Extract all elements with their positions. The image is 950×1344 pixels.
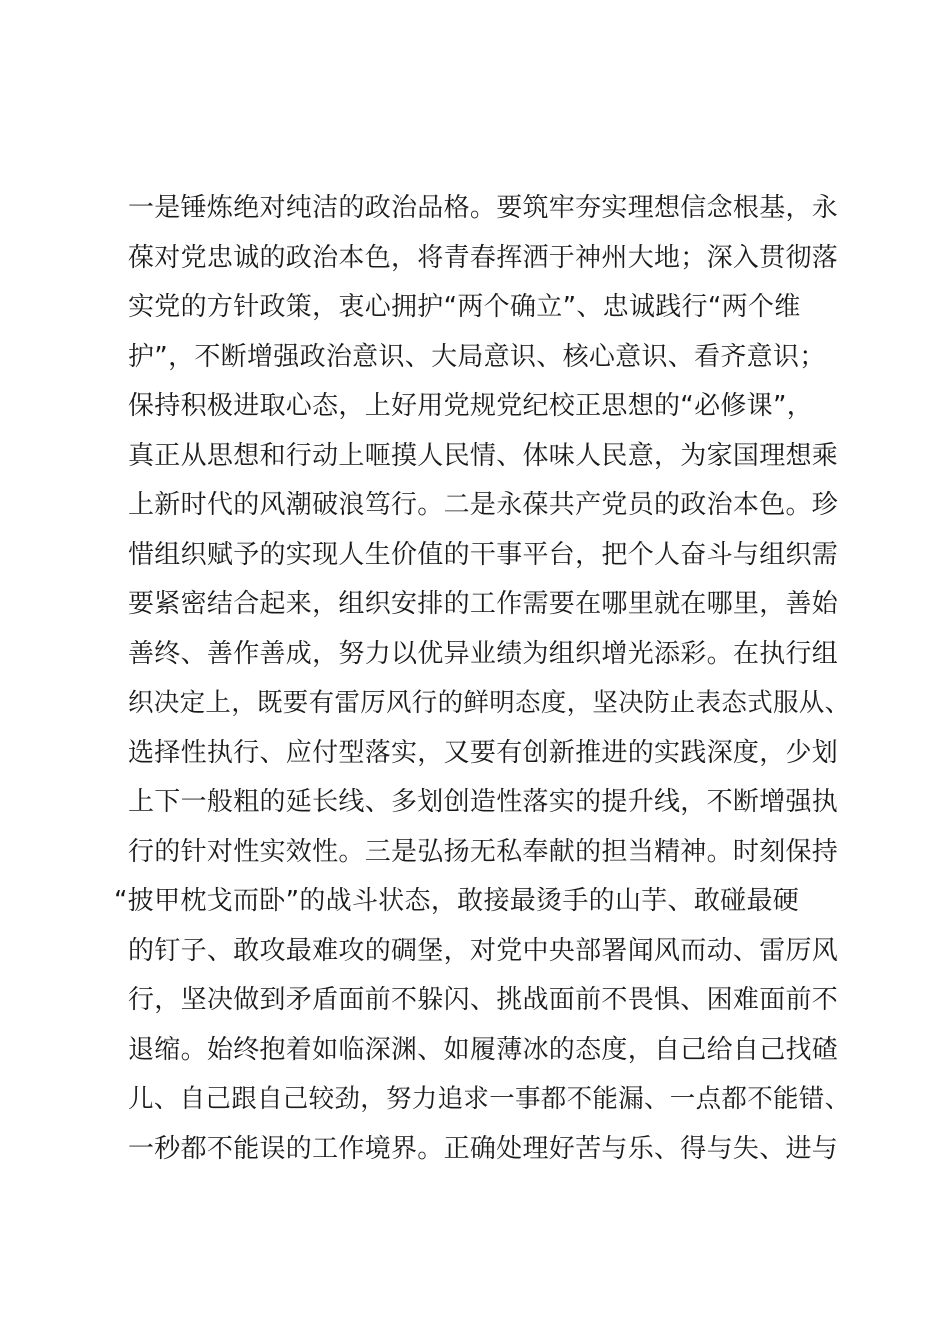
text-line: 葆对党忠诚的政治本色，将青春挥洒于神州大地；深入贯彻落	[128, 242, 839, 273]
text-line: 织决定上，既要有雷厉风行的鲜明态度，坚决防止表态式服从、	[128, 688, 851, 718]
text-line: 一是锤炼绝对纯洁的政治品格。要筑牢夯实理想信念根基，永	[128, 193, 839, 223]
body-paragraph	[114, 184, 851, 1174]
text-line: 选择性执行、应付型落实，又要有创新推进的实践深度，少划	[128, 737, 839, 768]
text-line: 上下一般粗的延长线、多划创造性落实的提升线，不断增强执	[128, 787, 839, 817]
text-line: 护”，不断增强政治意识、大局意识、核心意识、看齐意识；	[128, 341, 826, 372]
text-line: 善终、善作善成，努力以优异业绩为组织增光添彩。在执行组	[128, 638, 839, 669]
text-line: 行，坚决做到矛盾面前不躲闪、挑战面前不畏惧、困难面前不	[128, 985, 839, 1015]
text-line: 要紧密结合起来，组织安排的工作需要在哪里就在哪里，善始	[128, 589, 839, 619]
text-line: 的钉子、敢攻最难攻的碉堡，对党中央部署闻风而动、雷厉风	[128, 935, 839, 966]
text-line: 实党的方针政策，衷心拥护“两个确立”、忠诚践行“两个维	[128, 292, 801, 322]
text-line: 儿、自己跟自己较劲，努力追求一事都不能漏、一点都不能错、	[128, 1084, 851, 1114]
text-line: 行的针对性实效性。三是弘扬无私奉献的担当精神。时刻保持	[128, 836, 839, 867]
text-line: 一秒都不能误的工作境界。正确处理好苦与乐、得与失、进与	[128, 1133, 839, 1164]
text-line: 惜组织赋予的实现人生价值的干事平台，把个人奋斗与组织需	[128, 539, 839, 570]
text-line: 退缩。始终抱着如临深渊、如履薄冰的态度，自己给自己找碴	[128, 1034, 839, 1065]
text-line: 真正从思想和行动上咂摸人民情、体味人民意，为家国理想乘	[128, 440, 839, 471]
text-line: 保持积极进取心态，上好用党规党纪校正思想的“必修课”，	[128, 391, 814, 421]
text-line: 上新时代的风潮破浪笃行。二是永葆共产党员的政治本色。珍	[128, 490, 839, 520]
text-line: “披甲枕戈而卧”的战斗状态，敢接最烫手的山芋、敢碰最硬	[114, 886, 800, 916]
